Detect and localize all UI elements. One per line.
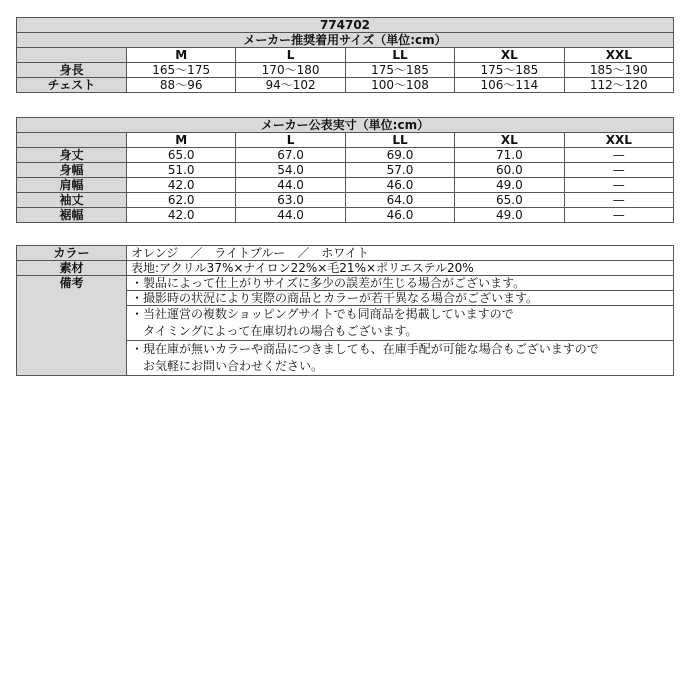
cell: 175〜185 <box>455 63 564 78</box>
product-info-table <box>16 245 674 376</box>
cell: 175〜185 <box>345 63 454 78</box>
recommended-size-table <box>16 17 674 93</box>
row-label: 袖丈 <box>17 193 127 208</box>
cell: 112〜120 <box>564 78 673 93</box>
row-label: チェスト <box>17 78 127 93</box>
color-label: カラー <box>17 246 127 261</box>
table-row <box>17 78 674 93</box>
cell: — <box>564 178 673 193</box>
cell: — <box>564 208 673 223</box>
note-item <box>127 291 674 306</box>
table-row <box>17 208 674 223</box>
row-label: 裾幅 <box>17 208 127 223</box>
product-code: 774702 <box>17 18 674 33</box>
cell: 64.0 <box>345 193 454 208</box>
cell: 46.0 <box>345 178 454 193</box>
cell: 106〜114 <box>455 78 564 93</box>
note-line: ・撮影時の状況により実際の商品とカラーが若干異なる場合がございます。 <box>131 291 539 305</box>
cell: 46.0 <box>345 208 454 223</box>
cell: 65.0 <box>127 148 236 163</box>
row-label: 身丈 <box>17 148 127 163</box>
size-l: L <box>236 48 345 63</box>
material-row <box>17 261 674 276</box>
cell: 67.0 <box>236 148 345 163</box>
row-label: 肩幅 <box>17 178 127 193</box>
material-value: 表地:アクリル37%×ナイロン22%×毛21%×ポリエステル20% <box>127 261 674 276</box>
table-row <box>17 193 674 208</box>
cell: 65.0 <box>455 193 564 208</box>
cell: 100〜108 <box>345 78 454 93</box>
size-header-row <box>17 48 674 63</box>
cell: 165〜175 <box>127 63 236 78</box>
note-line: ・当社運営の複数ショッピングサイトでも同商品を掲載していますので <box>131 307 514 321</box>
size-l: L <box>236 133 345 148</box>
cell: 49.0 <box>455 208 564 223</box>
cell: — <box>564 193 673 208</box>
note-line: ・製品によって仕上がりサイズに多少の誤差が生じる場合がございます。 <box>131 276 526 290</box>
recommended-title: メーカー推奨着用サイズ（単位:cm） <box>17 33 674 48</box>
table-row <box>17 148 674 163</box>
note-line: お気軽にお問い合わせください。 <box>131 359 324 373</box>
size-ll: LL <box>345 133 454 148</box>
cell: 60.0 <box>455 163 564 178</box>
cell: 88〜96 <box>127 78 236 93</box>
notes-label: 備考 <box>17 276 127 376</box>
cell: 42.0 <box>127 208 236 223</box>
cell: 170〜180 <box>236 63 345 78</box>
material-label: 素材 <box>17 261 127 276</box>
size-xxl: XXL <box>564 133 673 148</box>
table-row <box>17 63 674 78</box>
cell: 71.0 <box>455 148 564 163</box>
actual-size-table <box>16 117 674 223</box>
corner-cell <box>17 133 127 148</box>
note-line: タイミングによって在庫切れの場合もございます。 <box>131 324 418 338</box>
note-line: ・現在庫が無いカラーや商品につきましても、在庫手配が可能な場合もございますので <box>131 342 599 356</box>
size-ll: LL <box>345 48 454 63</box>
note-item <box>127 276 674 291</box>
cell: 54.0 <box>236 163 345 178</box>
size-xxl: XXL <box>564 48 673 63</box>
row-label: 身長 <box>17 63 127 78</box>
actual-title: メーカー公表実寸（単位:cm） <box>17 118 674 133</box>
cell: 44.0 <box>236 208 345 223</box>
cell: 44.0 <box>236 178 345 193</box>
table-row <box>17 178 674 193</box>
note-item <box>127 306 674 341</box>
note-row <box>17 276 674 291</box>
size-header-row <box>17 133 674 148</box>
cell: 62.0 <box>127 193 236 208</box>
cell: 185〜190 <box>564 63 673 78</box>
color-value: オレンジ ／ ライトブルー ／ ホワイト <box>127 246 674 261</box>
cell: 94〜102 <box>236 78 345 93</box>
size-xl: XL <box>455 133 564 148</box>
note-item <box>127 341 674 376</box>
cell: 63.0 <box>236 193 345 208</box>
cell: 49.0 <box>455 178 564 193</box>
cell: 57.0 <box>345 163 454 178</box>
corner-cell <box>17 48 127 63</box>
row-label: 身幅 <box>17 163 127 178</box>
cell: 51.0 <box>127 163 236 178</box>
cell: 69.0 <box>345 148 454 163</box>
cell: — <box>564 163 673 178</box>
cell: — <box>564 148 673 163</box>
size-m: M <box>127 133 236 148</box>
size-xl: XL <box>455 48 564 63</box>
cell: 42.0 <box>127 178 236 193</box>
table-row <box>17 163 674 178</box>
size-m: M <box>127 48 236 63</box>
color-row <box>17 246 674 261</box>
